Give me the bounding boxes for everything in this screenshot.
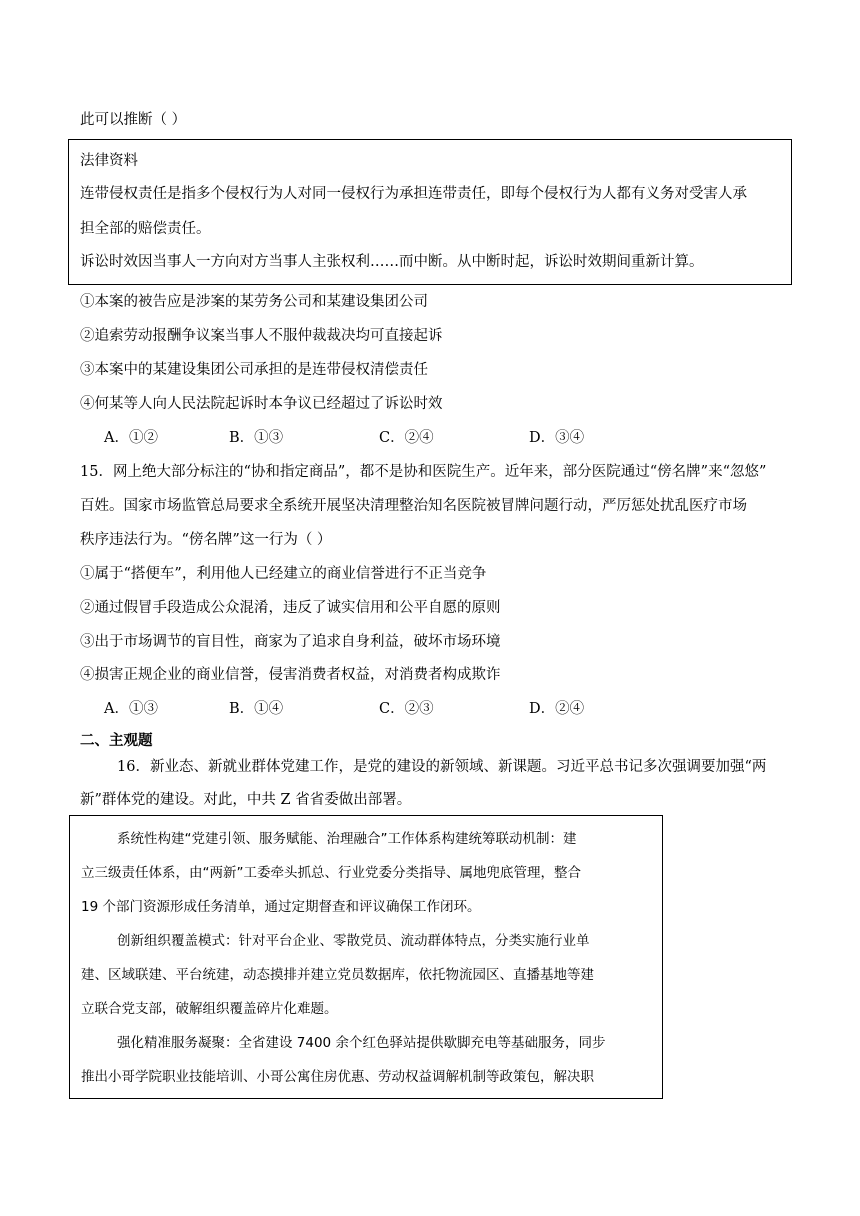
q15-statement-4: ④损害正规企业的商业信誉，侵害消费者权益，对消费者构成欺诈 xyxy=(80,667,501,683)
q14-option-a[interactable]: A．①② xyxy=(104,430,158,446)
q15-option-d[interactable]: D．②④ xyxy=(529,701,585,717)
q16-box-line: 系统性构建“党建引领、服务赋能、治理融合”工作体系构建统筹联动机制：建 xyxy=(117,831,577,847)
q14-statement-2: ②追索劳动报酬争议案当事人不服仲裁裁决均可直接起诉 xyxy=(80,328,443,344)
q15-statement-3: ③出于市场调节的盲目性，商家为了追求自身利益，破坏市场环境 xyxy=(80,634,501,650)
q16-box-line: 推出小哥学院职业技能培训、小哥公寓住房优惠、劳动权益调解机制等政策包，解决职 xyxy=(81,1069,594,1085)
q14-option-b[interactable]: B．①③ xyxy=(229,430,284,446)
legal-material-line: 诉讼时效因当事人一方向对方当事人主张权利……而中断。从中断时起，诉讼时效期间重新计算。 xyxy=(80,254,704,270)
q16-box-line: 强化精准服务凝聚：全省建设 7400 余个红色驿站提供歇脚充电等基础服务，同步 xyxy=(117,1035,606,1051)
section-heading: 二、主观题 xyxy=(80,732,153,749)
q16-material-box xyxy=(69,815,663,1099)
q15-option-a[interactable]: A．①③ xyxy=(104,701,158,717)
q15-stem-line: 百姓。国家市场监管总局要求全系统开展坚决清理整治知名医院被冒牌问题行动，严厉惩处扰乱医疗市场 xyxy=(80,498,747,514)
question-intro-line: 此可以推断（ ） xyxy=(80,112,187,128)
q16-box-line: 立三级责任体系，由“两新”工委牵头抓总、行业党委分类指导、属地兜底管理，整合 xyxy=(81,865,581,881)
q15-option-b[interactable]: B．①④ xyxy=(229,701,284,717)
q14-option-d[interactable]: D．③④ xyxy=(529,430,585,446)
q15-stem-line: 15．网上绝大部分标注的“协和指定商品”，都不是协和医院生产。近年来，部分医院通过“傍名牌”来“忽悠” xyxy=(80,464,767,480)
legal-material-title: 法律资料 xyxy=(80,153,138,169)
q15-stem-line: 秩序违法行为。“傍名牌”这一行为（ ） xyxy=(80,532,332,548)
q15-statement-1: ①属于“搭便车”，利用他人已经建立的商业信誉进行不正当竞争 xyxy=(80,566,487,582)
q16-box-line: 立联合党支部，破解组织覆盖碎片化难题。 xyxy=(81,1001,338,1017)
q16-stem-line: 新”群体党的建设。对此，中共 Z 省省委做出部署。 xyxy=(80,792,412,808)
q14-option-c[interactable]: C．②④ xyxy=(379,430,434,446)
q16-box-line: 建、区域联建、平台统建，动态摸排并建立党员数据库，依托物流园区、直播基地等建 xyxy=(81,967,594,983)
q16-box-line: 19 个部门资源形成任务清单，通过定期督查和评议确保工作闭环。 xyxy=(81,899,481,915)
legal-material-line: 连带侵权责任是指多个侵权行为人对同一侵权行为承担连带责任，即每个侵权行为人都有义务对受害人承 xyxy=(80,186,747,202)
q14-statement-4: ④何某等人向人民法院起诉时本争议已经超过了诉讼时效 xyxy=(80,396,443,412)
q14-statement-1: ①本案的被告应是涉案的某劳务公司和某建设集团公司 xyxy=(80,294,428,310)
q15-option-c[interactable]: C．②③ xyxy=(379,701,434,717)
q14-statement-3: ③本案中的某建设集团公司承担的是连带侵权清偿责任 xyxy=(80,362,428,378)
q16-stem-line: 16．新业态、新就业群体党建工作，是党的建设的新领域、新课题。习近平总书记多次强调要加强“两 xyxy=(117,759,767,775)
q15-statement-2: ②通过假冒手段造成公众混淆，违反了诚实信用和公平自愿的原则 xyxy=(80,600,501,616)
legal-material-line: 担全部的赔偿责任。 xyxy=(80,221,211,237)
q16-box-line: 创新组织覆盖模式：针对平台企业、零散党员、流动群体特点，分类实施行业单 xyxy=(117,933,590,949)
